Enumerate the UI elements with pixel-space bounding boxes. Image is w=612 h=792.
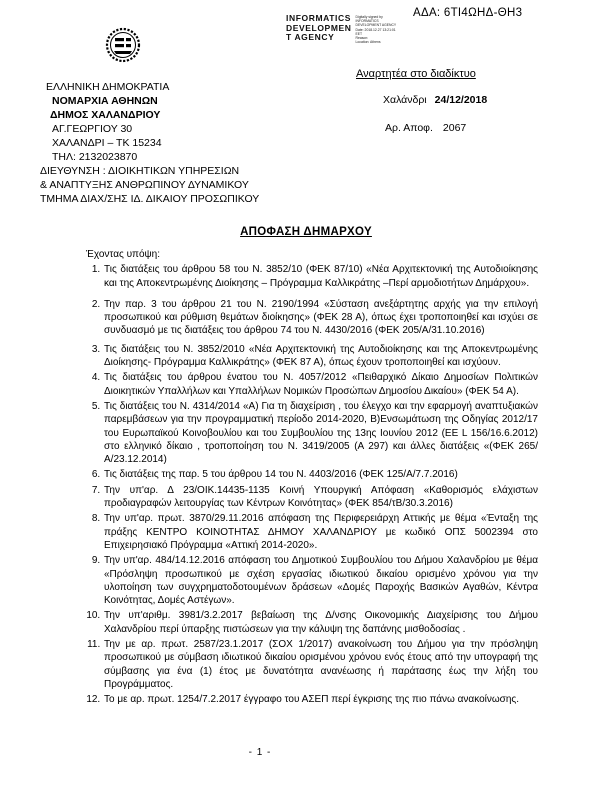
consideration-item: 3. Τις διατάξεις του Ν. 3852/2010 «Νέα Αρχιτεκτονική της Αυτοδιοίκησης και της Αποκεντρωμένης Διοίκησης- Πρόγραμμα Καλλικράτης» (ΦΕΚ 87 Α), όπως έχουν τροποποιηθεί και ισχύουν. — [103, 343, 538, 370]
signature-detail-line: Date: 2018.12.27 13:21:01 — [355, 27, 396, 32]
letterhead-line: ΝΟΜΑΡΧΙΑ ΑΘΗΝΩΝ — [52, 95, 158, 107]
letterhead-line: ΕΛΛΗΝΙΚΗ ΔΗΜΟΚΡΑΤΙΑ — [46, 81, 170, 93]
document-date: 24/12/2018 — [434, 94, 488, 106]
signature-detail-line: INFORMATICS — [355, 19, 379, 24]
consideration-item: 1. Τις διατάξεις του άρθρου 58 του Ν. 3852/10 (ΦΕΚ 87/10) «Νέα Αρχιτεκτονική της Αυτοδιοίκησης και της Αποκεντρωμένης Διοίκησης – Πρόγραμμα Καλλικράτης –Περί αρμοδιοτήτων Δημάρχου». — [103, 263, 538, 290]
consideration-item: 11. Την με αρ. πρωτ. 2587/23.1.2017 (ΣΟΧ 1/2017) ανακοίνωση του Δήμου για την πρόσληψη προσωπικού με σύμβαση ιδιωτικού δικαίου ορισμένου χρόνου ενός έτους από την υπογραφή της σύμβασης για ένα (1) έτος με δυνατότητα ανανέωσης ή παράτασης έως την λήξη του Προγράμματος. — [103, 638, 538, 691]
letterhead-line: ΤΜΗΜΑ ΔΙΑΧ/ΣΗΣ ΙΔ. ΔΙΚΑΙΟΥ ΠΡΟΣΩΠΙΚΟΥ — [40, 193, 260, 205]
intro-line: Έχοντας υπόψη: — [86, 249, 160, 260]
signature-detail-line: EET — [355, 31, 363, 36]
consideration-item: 10. Την υπ'αριθμ. 3981/3.2.2017 βεβαίωση της Δ/νσης Οικονομικής Διαχείρισης του Δήμου Χαλανδρίου περί ύπαρξης πιστώσεων για την κάλυψη της δαπάνης μισθοδοσίας . — [103, 609, 538, 636]
place-label: Χαλάνδρι — [383, 94, 427, 106]
consideration-item: 7. Την υπ'αρ. Δ 23/ΟΙΚ.14435-1135 Κοινή Υπουργική Απόφαση «Καθορισμός ελάχιστων προδιαγραφών λειτουργίας των Κέντρων Κοινότητας» (ΦΕΚ 854/τΒ/30.3.2016) — [103, 484, 538, 511]
letterhead-line: & ΑΝΑΠΤΥΞΗΣ ΑΝΘΡΩΠΙΝΟΥ ΔΥΝΑΜΙΚΟΥ — [40, 179, 249, 191]
considerations-list — [86, 263, 538, 706]
signature-details — [356, 14, 397, 44]
page-number: - 1 - — [248, 747, 272, 758]
signature-agency-line: T AGENCY — [286, 32, 335, 42]
letterhead-line: ΑΓ.ΓΕΩΡΓΙΟΥ 30 — [52, 123, 133, 135]
decision-number-label: Αρ. Αποφ. — [385, 122, 433, 134]
consideration-item: 8. Την υπ'αρ. πρωτ. 3870/29.11.2016 απόφαση της Περιφερειάρχη Αττικής με θέμα «Ένταξη της πράξης ΚΕΝΤΡΟ ΚΟΙΝΟΤΗΤΑΣ ΔΗΜΟΥ ΧΑΛΑΝΔΡΙΟΥ με κωδικό ΟΠΣ 5002394 στο Επιχειρησιακό Πρόγραμμα «Αττική 2014-2020». — [103, 512, 538, 552]
signature-detail-line: Digitally signed by — [355, 15, 383, 19]
consideration-item: 9. Την υπ'αρ. 484/14.12.2016 απόφαση του Δημοτικού Συμβουλίου του Δήμου Χαλανδρίου με θέμα «Πρόσληψη προσωπικού με σχέση εργασίας ιδιωτικού δικαίου ορισμένο χρόνου για την υλοποίηση των συγχρηματοδοτουμένων δράσεων «Δομές Παροχής Βασικών Αγαθών, Κέντρα Κοινότητας, Δομές Αστέγων». — [103, 554, 538, 607]
letterhead-line: ΧΑΛΑΝΔΡΙ – ΤΚ 15234 — [52, 137, 162, 149]
consideration-item: 12. Το με αρ. πρωτ. 1254/7.2.2017 έγγραφο του ΑΣΕΠ περί έγκρισης της πιο πάνω ανακοίνωσης. — [103, 693, 538, 706]
signature-detail-line: DEVELOPMENT AGENCY — [355, 23, 397, 28]
consideration-item: 6. Τις διατάξεις της παρ. 5 του άρθρου 14 του Ν. 4403/2016 (ΦΕΚ 125/Α/7.7.2016) — [103, 468, 538, 481]
consideration-item: 4. Τις διατάξεις του άρθρου ένατου του Ν. 4057/2012 «Πειθαρχικό Δίκαιο Δημοσίων Πολιτικών Διοικητικών Υπαλλήλων και Υπαλλήλων Νομικών Προσώπων Δημοσίου Δικαίου» (ΦΕΚ 54 Α). — [103, 371, 538, 398]
posting-notice: Αναρτητέα στο διαδίκτυο — [356, 68, 476, 80]
letterhead — [40, 80, 259, 206]
decision-number-value: 2067 — [442, 122, 467, 134]
ada-code: ΑΔΑ: 6ΤΙ4ΩΗΔ-ΘΗ3 — [413, 7, 523, 19]
document-title: ΑΠΟΦΑΣΗ ΔΗΜΑΡΧΟΥ — [240, 226, 372, 238]
signature-detail-line: Location: Athens — [355, 40, 381, 45]
greek-state-emblem-icon — [104, 26, 142, 69]
signature-agency-line: INFORMATICS — [286, 13, 351, 23]
signature-detail-line: Reason: — [355, 36, 369, 41]
digital-signature-stamp — [286, 14, 461, 44]
place-and-date — [383, 94, 487, 106]
signature-agency-line: DEVELOPMEN — [286, 22, 352, 33]
document-body — [86, 248, 538, 709]
signature-agency-name — [286, 14, 352, 44]
letterhead-line: ΔΗΜΟΣ ΧΑΛΑΝΔΡΙΟΥ — [50, 109, 161, 121]
consideration-item: 2. Την παρ. 3 του άρθρου 21 του Ν. 2190/1994 «Σύσταση ανεξάρτητης αρχής για την επιλογή προσωπικού και ρύθμιση θεμάτων διοίκησης» (ΦΕΚ 28 Α), όπως έχει τροποποιηθεί και ισχύει σε συνδυασμό με τις διατάξεις του άρθρου 74 του Ν. 4430/2016 (ΦΕΚ 205/Α/31.10.2016) — [103, 298, 538, 338]
letterhead-line: ΤΗΛ: 2132023870 — [52, 151, 138, 163]
letterhead-line: ΔΙΕΥΘΥΝΣΗ : ΔΙΟΙΚΗΤΙΚΩΝ ΥΠΗΡΕΣΙΩΝ — [40, 165, 240, 177]
decision-number — [385, 122, 466, 134]
consideration-item: 5. Τις διατάξεις του Ν. 4314/2014 «Α) Για τη διαχείριση , του έλεγχο και την εφαρμογή αναπτυξιακών παρεμβάσεων για την προγραμματική περίοδο 2014-2020, Β)Ενσωμάτωση της Οδηγίας 2012/17 του Ευρωπαϊκού Κοινοβουλίου και του Συμβουλίου της 13ης Ιουνίου 2012 (ΕΕ L 156/16.6.2012) στο ελληνικό δίκαιο , τροποποίηση του Ν. 3419/2005 (Α 297) και άλλες διατάξεις «(ΦΕΚ 265/Α/23.12.2014) — [103, 400, 538, 466]
